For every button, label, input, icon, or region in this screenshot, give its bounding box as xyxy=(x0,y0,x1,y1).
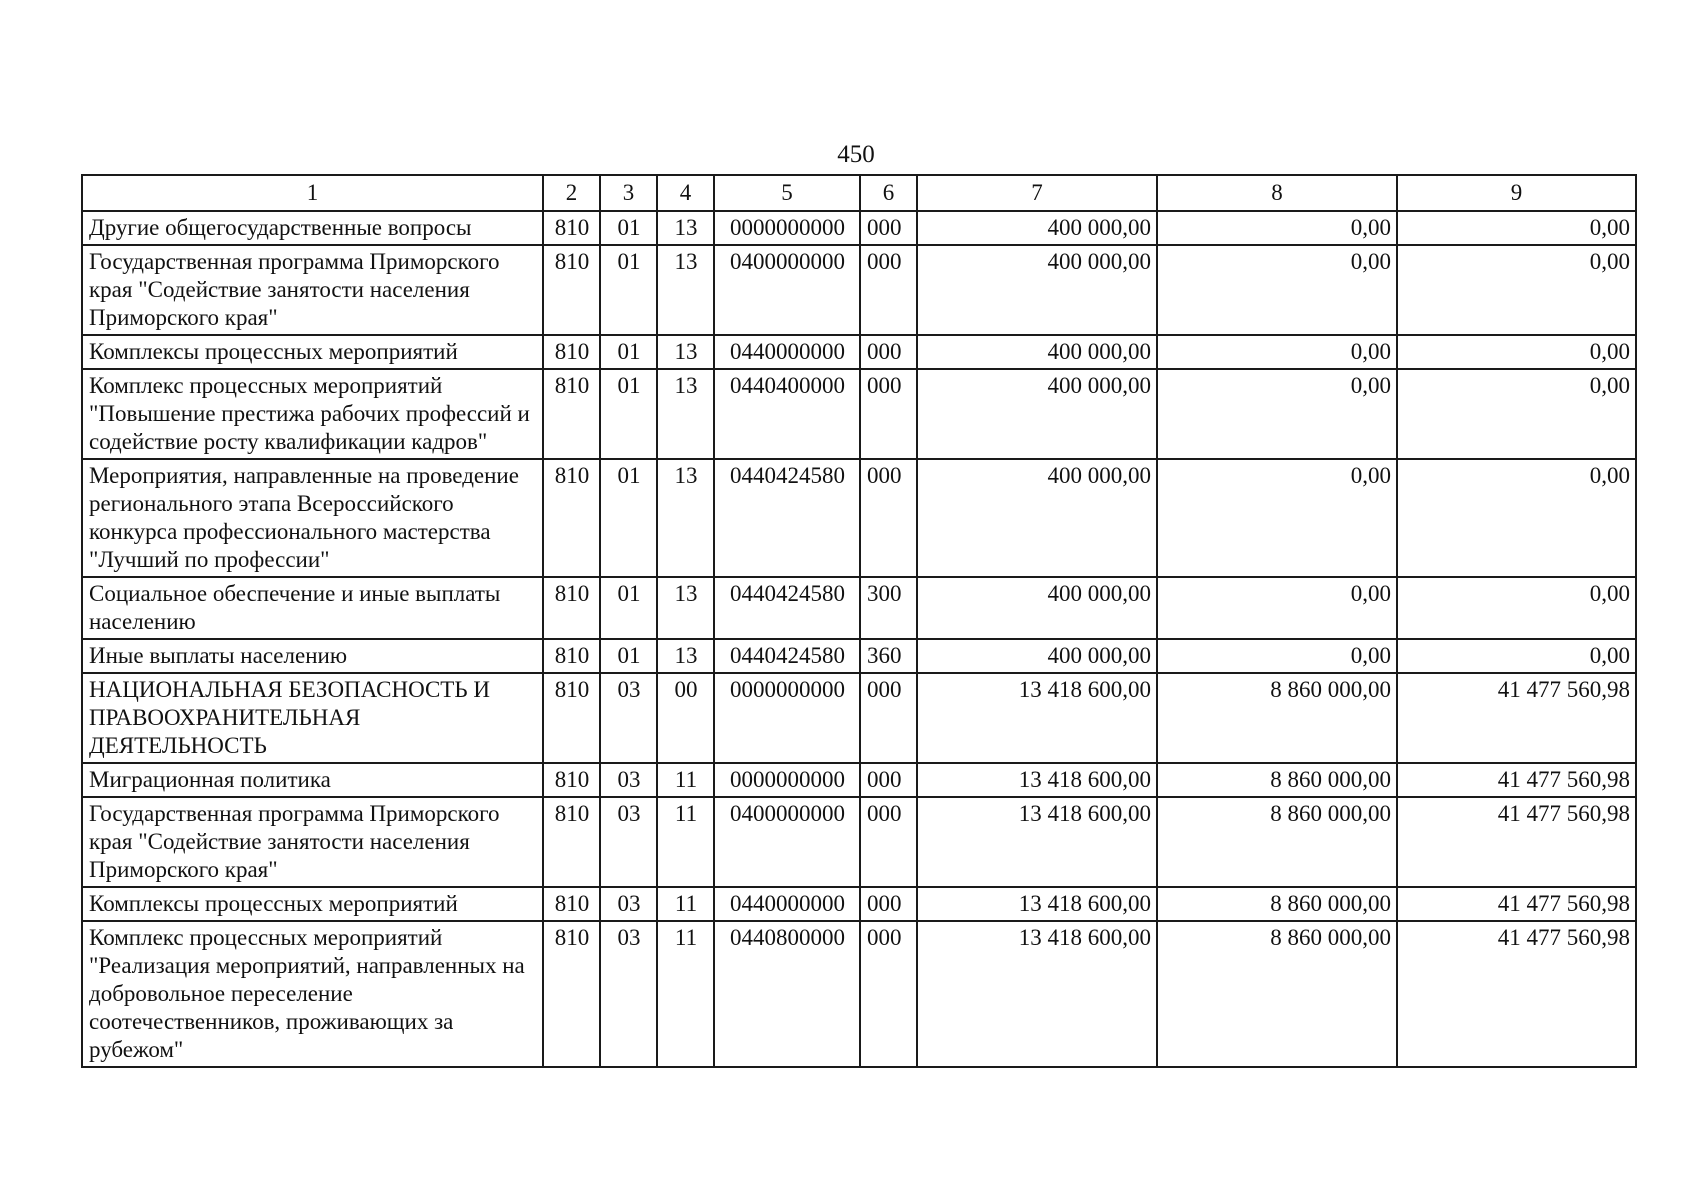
row-name: Комплексы процессных мероприятий xyxy=(82,335,543,369)
amount-col8: 8 860 000,00 xyxy=(1157,921,1397,1067)
code-target: 0400000000 xyxy=(714,797,860,887)
code-target: 0440000000 xyxy=(714,335,860,369)
row-name: Комплекс процессных мероприятий "Реализация мероприятий, направленных на добровольное переселение соотечественников, проживающих за рубежом" xyxy=(82,921,543,1067)
header-cell: 4 xyxy=(657,175,714,211)
amount-col8: 8 860 000,00 xyxy=(1157,673,1397,763)
code-target: 0440424580 xyxy=(714,577,860,639)
code-ministry: 810 xyxy=(543,369,600,459)
code-target: 0400000000 xyxy=(714,245,860,335)
code-expense-type: 000 xyxy=(860,673,917,763)
code-ministry: 810 xyxy=(543,797,600,887)
code-target: 0000000000 xyxy=(714,211,860,245)
code-section: 01 xyxy=(600,335,657,369)
code-subsection: 11 xyxy=(657,763,714,797)
amount-col9: 0,00 xyxy=(1397,211,1636,245)
code-target: 0440800000 xyxy=(714,921,860,1067)
amount-col8: 0,00 xyxy=(1157,335,1397,369)
code-expense-type: 000 xyxy=(860,921,917,1067)
code-expense-type: 000 xyxy=(860,887,917,921)
amount-col7: 13 418 600,00 xyxy=(917,797,1157,887)
amount-col8: 0,00 xyxy=(1157,245,1397,335)
row-name: Миграционная политика xyxy=(82,763,543,797)
code-expense-type: 000 xyxy=(860,245,917,335)
table-row xyxy=(82,673,1636,763)
code-target: 0440424580 xyxy=(714,639,860,673)
code-subsection: 13 xyxy=(657,459,714,577)
header-cell: 7 xyxy=(917,175,1157,211)
code-target: 0000000000 xyxy=(714,673,860,763)
amount-col7: 13 418 600,00 xyxy=(917,673,1157,763)
table-row xyxy=(82,335,1636,369)
code-ministry: 810 xyxy=(543,335,600,369)
code-target: 0440000000 xyxy=(714,887,860,921)
code-target: 0440400000 xyxy=(714,369,860,459)
table-row xyxy=(82,211,1636,245)
code-expense-type: 000 xyxy=(860,211,917,245)
row-name: Социальное обеспечение и иные выплаты населению xyxy=(82,577,543,639)
code-section: 01 xyxy=(600,459,657,577)
amount-col9: 0,00 xyxy=(1397,369,1636,459)
code-expense-type: 000 xyxy=(860,797,917,887)
row-name: Комплекс процессных мероприятий "Повышение престижа рабочих профессий и содействие росту квалификации кадров" xyxy=(82,369,543,459)
code-ministry: 810 xyxy=(543,459,600,577)
amount-col7: 13 418 600,00 xyxy=(917,887,1157,921)
code-subsection: 11 xyxy=(657,921,714,1067)
table-row xyxy=(82,887,1636,921)
table-body xyxy=(82,211,1636,1067)
table-row xyxy=(82,921,1636,1067)
amount-col9: 0,00 xyxy=(1397,459,1636,577)
header-cell: 9 xyxy=(1397,175,1636,211)
amount-col9: 0,00 xyxy=(1397,577,1636,639)
amount-col8: 8 860 000,00 xyxy=(1157,763,1397,797)
amount-col8: 0,00 xyxy=(1157,369,1397,459)
code-section: 01 xyxy=(600,369,657,459)
amount-col8: 8 860 000,00 xyxy=(1157,797,1397,887)
header-cell: 6 xyxy=(860,175,917,211)
header-row xyxy=(82,175,1636,211)
table-row xyxy=(82,459,1636,577)
row-name: Другие общегосударственные вопросы xyxy=(82,211,543,245)
code-section: 03 xyxy=(600,921,657,1067)
amount-col7: 400 000,00 xyxy=(917,245,1157,335)
code-subsection: 13 xyxy=(657,245,714,335)
code-ministry: 810 xyxy=(543,763,600,797)
amount-col7: 400 000,00 xyxy=(917,369,1157,459)
code-target: 0440424580 xyxy=(714,459,860,577)
table-row xyxy=(82,797,1636,887)
code-section: 01 xyxy=(600,639,657,673)
amount-col7: 400 000,00 xyxy=(917,577,1157,639)
code-ministry: 810 xyxy=(543,577,600,639)
amount-col8: 0,00 xyxy=(1157,577,1397,639)
budget-table xyxy=(81,174,1637,1068)
amount-col8: 8 860 000,00 xyxy=(1157,887,1397,921)
amount-col7: 400 000,00 xyxy=(917,639,1157,673)
header-cell: 3 xyxy=(600,175,657,211)
code-subsection: 13 xyxy=(657,577,714,639)
code-ministry: 810 xyxy=(543,887,600,921)
amount-col9: 41 477 560,98 xyxy=(1397,887,1636,921)
code-section: 03 xyxy=(600,797,657,887)
code-ministry: 810 xyxy=(543,673,600,763)
amount-col7: 400 000,00 xyxy=(917,459,1157,577)
table-row xyxy=(82,245,1636,335)
code-target: 0000000000 xyxy=(714,763,860,797)
amount-col8: 0,00 xyxy=(1157,211,1397,245)
row-name: Иные выплаты населению xyxy=(82,639,543,673)
amount-col7: 13 418 600,00 xyxy=(917,921,1157,1067)
amount-col9: 41 477 560,98 xyxy=(1397,797,1636,887)
amount-col7: 400 000,00 xyxy=(917,335,1157,369)
code-section: 01 xyxy=(600,245,657,335)
row-name: Мероприятия, направленные на проведение регионального этапа Всероссийского конкурса профессионального мастерства "Лучший по профессии" xyxy=(82,459,543,577)
amount-col8: 0,00 xyxy=(1157,459,1397,577)
code-expense-type: 000 xyxy=(860,459,917,577)
amount-col9: 0,00 xyxy=(1397,639,1636,673)
header-cell: 2 xyxy=(543,175,600,211)
code-expense-type: 300 xyxy=(860,577,917,639)
page-number: 450 xyxy=(837,141,875,168)
row-name: Государственная программа Приморского края "Содействие занятости населения Приморского края" xyxy=(82,245,543,335)
row-name: Комплексы процессных мероприятий xyxy=(82,887,543,921)
code-subsection: 13 xyxy=(657,211,714,245)
code-subsection: 13 xyxy=(657,639,714,673)
header-cell: 5 xyxy=(714,175,860,211)
code-expense-type: 000 xyxy=(860,763,917,797)
amount-col9: 41 477 560,98 xyxy=(1397,763,1636,797)
code-expense-type: 360 xyxy=(860,639,917,673)
code-section: 01 xyxy=(600,577,657,639)
header-cell: 1 xyxy=(82,175,543,211)
row-name: Государственная программа Приморского края "Содействие занятости населения Приморского края" xyxy=(82,797,543,887)
code-subsection: 00 xyxy=(657,673,714,763)
code-section: 03 xyxy=(600,763,657,797)
amount-col9: 0,00 xyxy=(1397,245,1636,335)
code-section: 03 xyxy=(600,673,657,763)
amount-col7: 13 418 600,00 xyxy=(917,763,1157,797)
code-ministry: 810 xyxy=(543,639,600,673)
table-row xyxy=(82,369,1636,459)
table-row xyxy=(82,577,1636,639)
amount-col8: 0,00 xyxy=(1157,639,1397,673)
table-row xyxy=(82,763,1636,797)
code-subsection: 11 xyxy=(657,887,714,921)
code-section: 03 xyxy=(600,887,657,921)
code-ministry: 810 xyxy=(543,245,600,335)
code-expense-type: 000 xyxy=(860,369,917,459)
amount-col7: 400 000,00 xyxy=(917,211,1157,245)
code-section: 01 xyxy=(600,211,657,245)
row-name: НАЦИОНАЛЬНАЯ БЕЗОПАСНОСТЬ И ПРАВООХРАНИТЕЛЬНАЯ ДЕЯТЕЛЬНОСТЬ xyxy=(82,673,543,763)
amount-col9: 0,00 xyxy=(1397,335,1636,369)
table-row xyxy=(82,639,1636,673)
code-subsection: 13 xyxy=(657,335,714,369)
code-expense-type: 000 xyxy=(860,335,917,369)
code-subsection: 11 xyxy=(657,797,714,887)
code-subsection: 13 xyxy=(657,369,714,459)
header-cell: 8 xyxy=(1157,175,1397,211)
code-ministry: 810 xyxy=(543,921,600,1067)
amount-col9: 41 477 560,98 xyxy=(1397,921,1636,1067)
amount-col9: 41 477 560,98 xyxy=(1397,673,1636,763)
code-ministry: 810 xyxy=(543,211,600,245)
